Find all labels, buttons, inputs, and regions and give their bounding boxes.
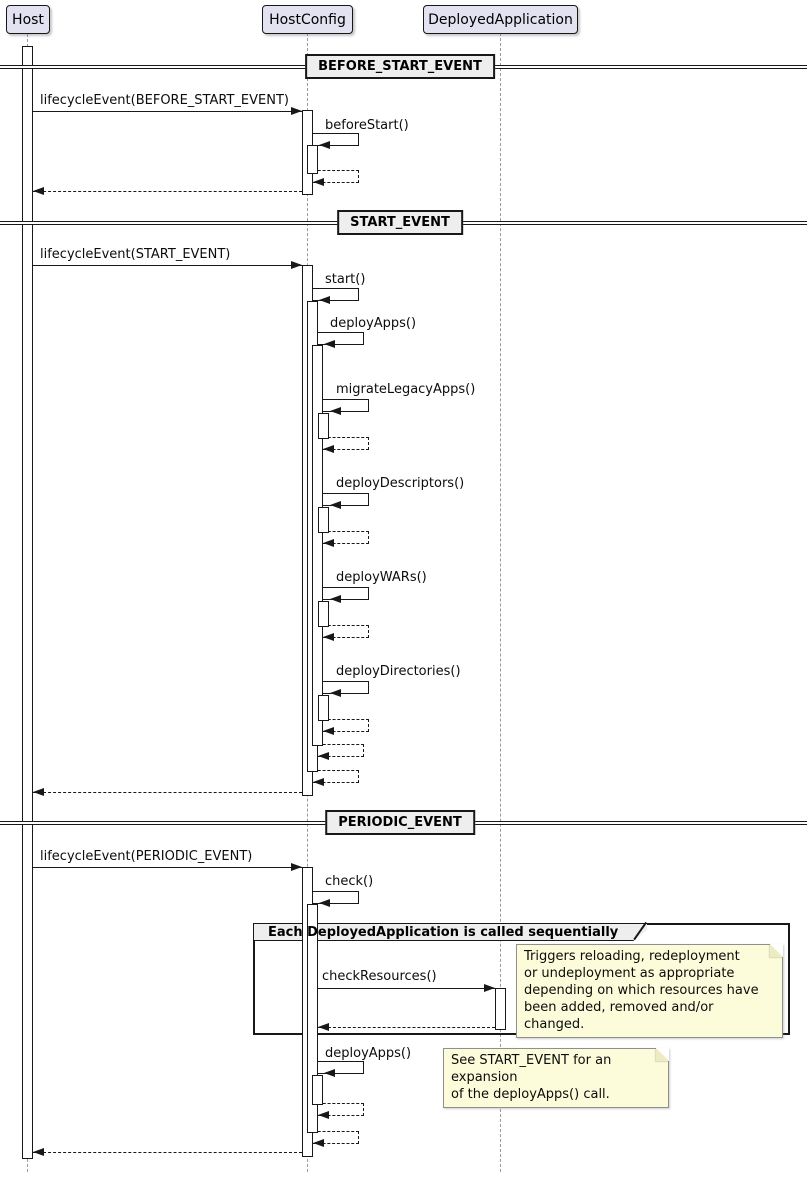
message-label-deployapps-periodic: deployApps() xyxy=(325,1046,412,1061)
arrowhead-icon xyxy=(330,501,341,509)
participant-deployedapplication xyxy=(423,5,578,34)
return-arrow-to-host xyxy=(33,191,302,192)
message-label-check: check() xyxy=(325,874,374,889)
arrowhead-icon xyxy=(323,445,334,453)
note-deploy-apps: See START_EVENT for an expansion of the deployApps() call. xyxy=(443,1048,669,1108)
divider-label-before-start: BEFORE_START_EVENT xyxy=(305,54,495,79)
message-label-beforestart: beforeStart() xyxy=(325,118,409,133)
message-arrow-lifecycle-before-start xyxy=(33,111,302,112)
arrowhead-icon xyxy=(313,778,324,786)
arrowhead-icon xyxy=(291,261,302,269)
message-label-lifecycle-periodic: lifecycleEvent(PERIODIC_EVENT) xyxy=(40,849,253,864)
arrowhead-icon xyxy=(323,539,334,547)
arrowhead-icon xyxy=(323,727,334,735)
participant-hostconfig xyxy=(262,5,353,34)
arrowhead-icon xyxy=(291,863,302,871)
arrowhead-icon xyxy=(330,595,341,603)
note-check-resources: Triggers reloading, redeployment or undeployment as appropriate depending on which resources have been added, removed and/or changed. xyxy=(516,944,783,1038)
arrowhead-icon xyxy=(484,984,495,992)
divider-label-periodic: PERIODIC_EVENT xyxy=(325,810,475,835)
arrowhead-icon xyxy=(313,178,324,186)
arrowhead-icon xyxy=(33,1148,44,1156)
activation-bar xyxy=(312,345,323,746)
message-arrow-lifecycle-start xyxy=(33,265,302,266)
message-arrow-lifecycle-periodic xyxy=(33,867,302,868)
message-arrow-checkresources xyxy=(318,988,495,989)
arrowhead-icon xyxy=(318,1023,329,1031)
arrowhead-icon xyxy=(319,296,330,304)
activation-bar xyxy=(307,145,318,174)
participant-host xyxy=(6,5,50,34)
message-label-lifecycle-before-start: lifecycleEvent(BEFORE_START_EVENT) xyxy=(40,93,289,108)
arrowhead-icon xyxy=(323,633,334,641)
activation-bar xyxy=(318,413,329,439)
arrowhead-icon xyxy=(33,788,44,796)
arrowhead-icon xyxy=(33,187,44,195)
message-label-deploywars: deployWARs() xyxy=(336,570,427,585)
message-label-checkresources: checkResources() xyxy=(322,969,437,984)
arrowhead-icon xyxy=(330,689,341,697)
arrowhead-icon xyxy=(319,141,330,149)
message-label-lifecycle-start: lifecycleEvent(START_EVENT) xyxy=(40,247,231,262)
return-arrow-to-host xyxy=(33,1152,302,1153)
message-label-deploydescriptors: deployDescriptors() xyxy=(336,476,465,491)
message-label-deployapps-start: deployApps() xyxy=(330,316,417,331)
message-label-migratelegacyapps: migrateLegacyApps() xyxy=(336,382,476,397)
group-title: Each DeployedApplication is called sequentially xyxy=(268,925,619,940)
activation-bar xyxy=(312,1075,323,1105)
activation-bar xyxy=(318,601,329,627)
arrowhead-icon xyxy=(324,340,335,348)
activation-bar xyxy=(318,695,329,721)
arrowhead-icon xyxy=(319,899,330,907)
arrowhead-icon xyxy=(313,1139,324,1147)
arrowhead-icon xyxy=(318,752,329,760)
activation-bar-deployedapplication xyxy=(495,988,506,1030)
return-arrow-to-host xyxy=(33,792,302,793)
participant-hostconfig-label: HostConfig xyxy=(269,11,346,28)
arrowhead-icon xyxy=(291,107,302,115)
participant-deployedapplication-label: DeployedApplication xyxy=(428,11,573,28)
participant-host-label: Host xyxy=(12,11,44,28)
arrowhead-icon xyxy=(318,1111,329,1119)
activation-bar xyxy=(318,507,329,533)
arrowhead-icon xyxy=(330,407,341,415)
message-label-start: start() xyxy=(325,272,366,287)
message-label-deploydirectories: deployDirectories() xyxy=(336,664,461,679)
activation-bar-host xyxy=(22,46,33,1159)
return-arrow-checkresources xyxy=(318,1027,495,1028)
divider-label-start: START_EVENT xyxy=(337,210,463,235)
arrowhead-icon xyxy=(324,1069,335,1077)
